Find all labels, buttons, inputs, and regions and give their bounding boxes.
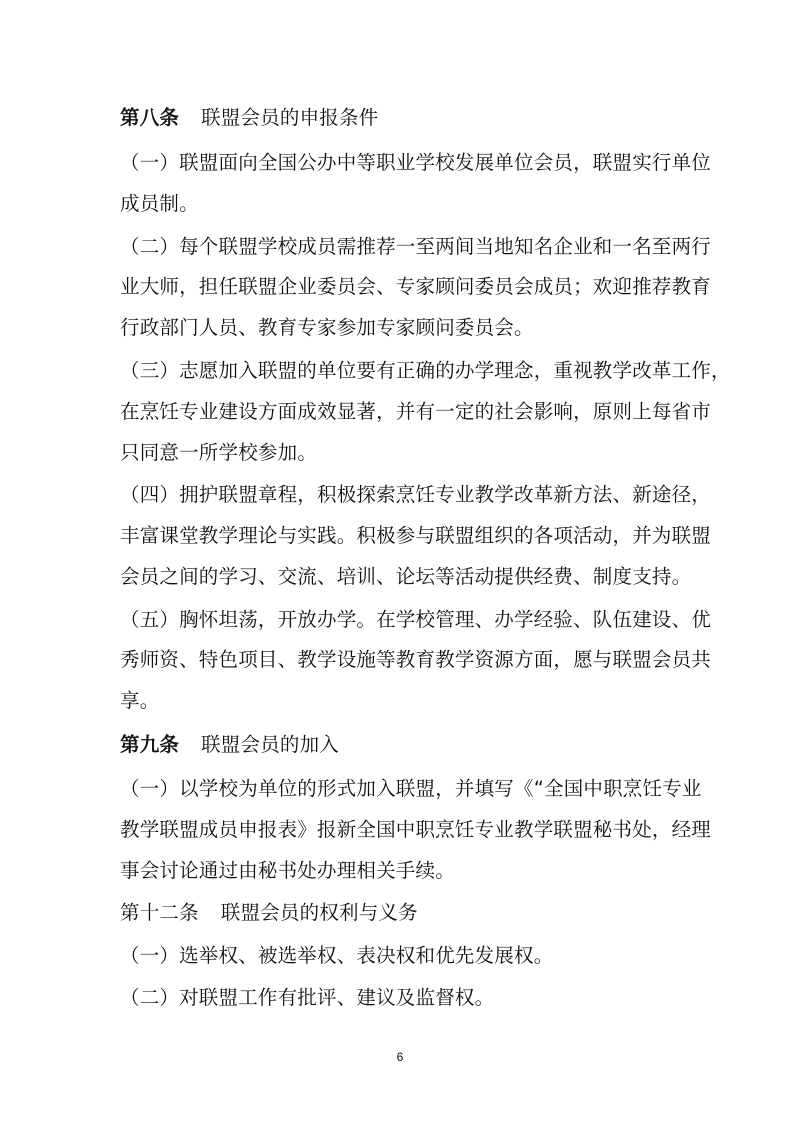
article-8-clause-5-line-2: 秀师资、特色项目、教学设施等教育教学资源方面，愿与联盟会员共 [120,648,712,671]
article-9-clause-1-line-3: 事会讨论通过由秘书处办理相关手续。 [120,859,455,882]
article-8-heading [120,104,378,132]
article-8-clause-5-line-1: （五）胸怀坦荡，开放办学。在学校管理、办学经验、队伍建设、优 [120,608,712,631]
article-9-clause-1-line-2: 教学联盟成员申报表》报新全国中职烹饪专业教学联盟秘书处，经理 [120,818,712,841]
article-8-clause-1-line-1: （一）联盟面向全国公办中等职业学校发展单位会员，联盟实行单位 [120,151,712,174]
article-12-title: 联盟会员的权利与义务 [220,901,418,924]
article-8-clause-5-line-3: 享。 [120,689,160,712]
page-number: 6 [396,1050,404,1064]
article-9-title: 联盟会员的加入 [201,733,340,756]
article-8-clause-1-line-2: 成员制。 [120,192,199,215]
article-8-clause-3-line-3: 只同意一所学校参加。 [120,441,318,464]
article-8-clause-2-line-3: 行政部门人员、教育专家参加专家顾问委员会。 [120,316,534,339]
article-12-heading [120,899,418,927]
article-8-clause-2-line-2: 业大师，担任联盟企业委员会、专家顾问委员会成员；欢迎推荐教育 [120,275,712,298]
article-8-clause-4-line-1: （四）拥护联盟章程，积极探索烹饪专业教学改革新方法、新途径， [120,483,712,506]
article-8-clause-4-line-2: 丰富课堂教学理论与实践。积极参与联盟组织的各项活动，并为联盟 [120,524,712,547]
article-9-clause-1-line-1: （一）以学校为单位的形式加入联盟，并填写《“全国中职烹饪专业 [120,777,702,800]
article-12-clause-2-line-1: （二）对联盟工作有批评、建议及监督权。 [120,986,495,1009]
article-8-label: 第八条 [120,106,180,129]
article-12-clause-1-line-1: （一）选举权、被选举权、表决权和优先发展权。 [120,944,554,967]
article-8-clause-3-line-2: 在烹饪专业建设方面成效显著，并有一定的社会影响，原则上每省市 [120,400,712,423]
article-9-heading [120,731,339,759]
article-8-clause-2-line-1: （二）每个联盟学校成员需推荐一至两间当地知名企业和一名至两行 [120,235,712,258]
article-12-label: 第十二条 [120,901,199,924]
article-8-clause-4-line-3: 会员之间的学习、交流、培训、论坛等活动提供经费、制度支持。 [120,565,692,588]
article-8-title: 联盟会员的申报条件 [201,106,379,129]
article-8-clause-3-line-1: （三）志愿加入联盟的单位要有正确的办学理念，重视教学改革工作， [120,359,731,382]
article-9-label: 第九条 [120,733,180,756]
